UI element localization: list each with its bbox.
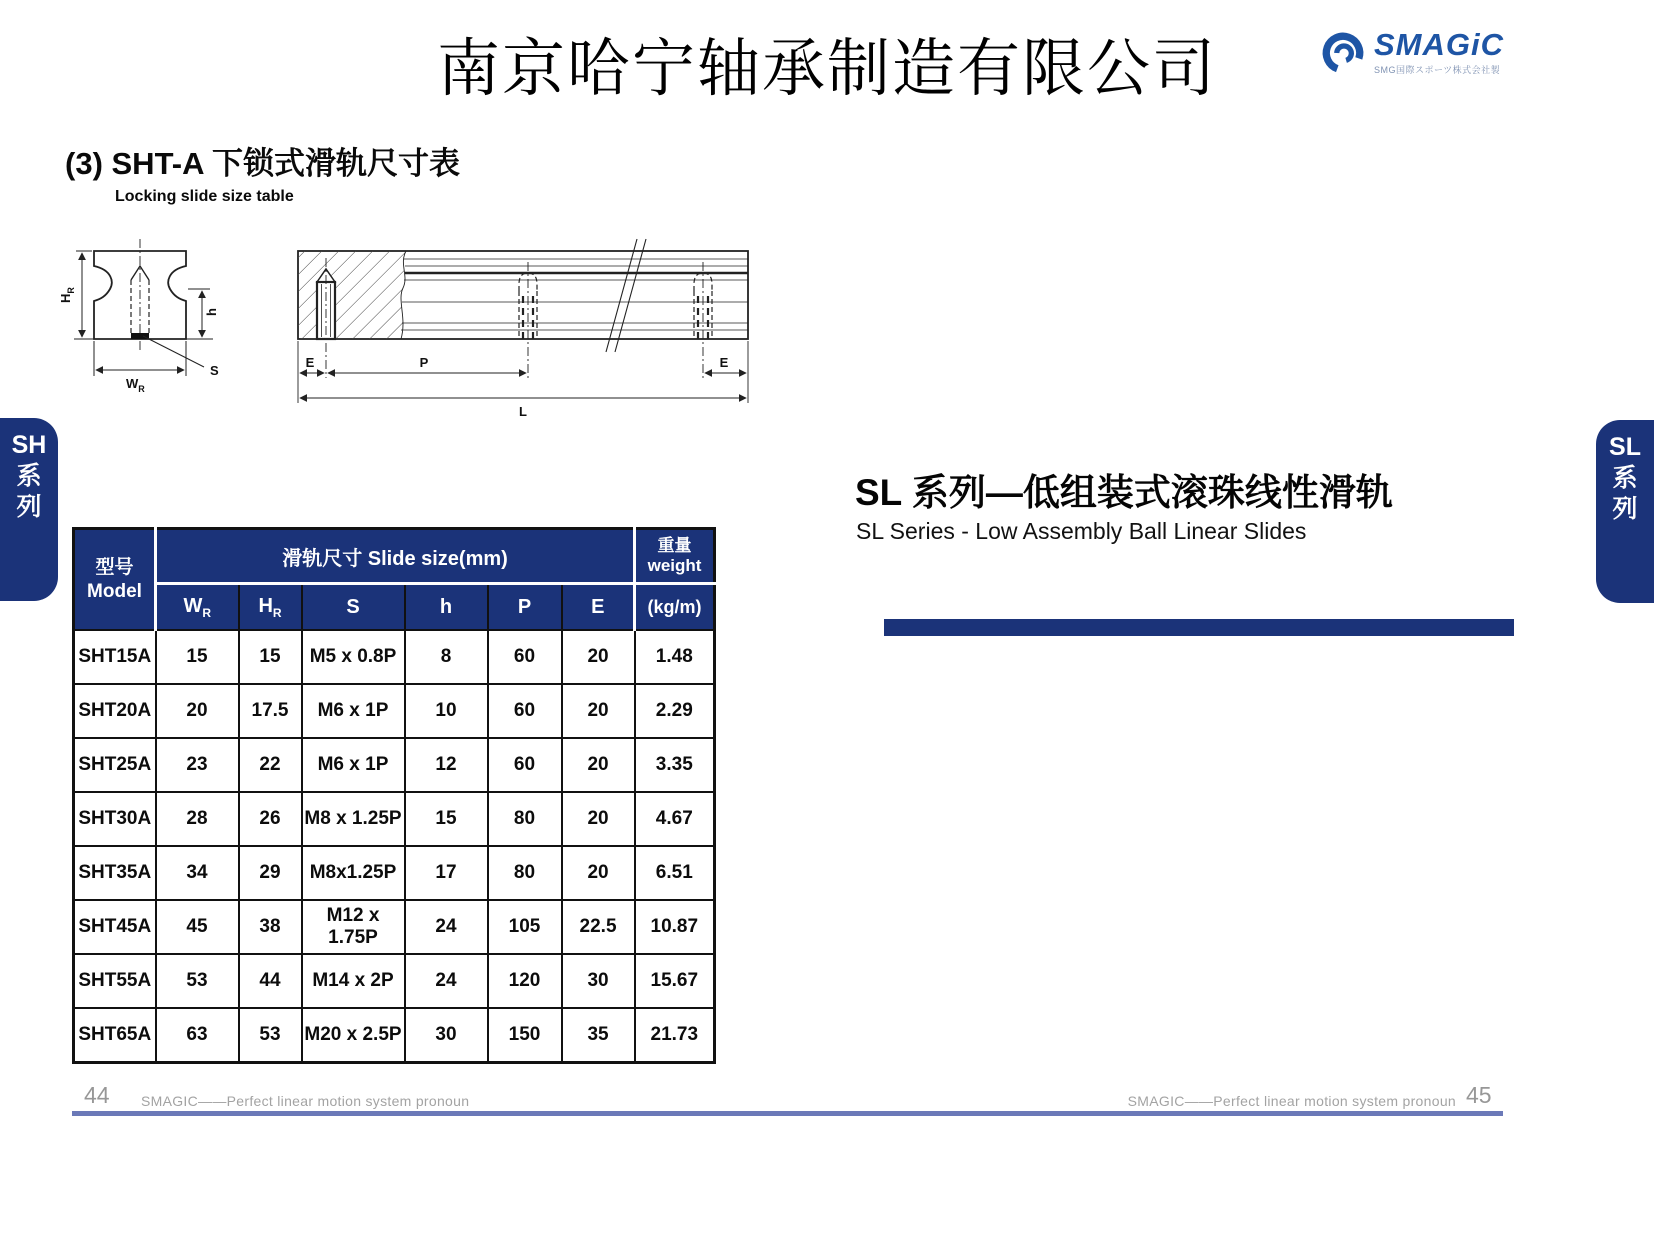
cell-h: 24 bbox=[405, 954, 488, 1008]
tab-sl-label: SL bbox=[1609, 433, 1641, 461]
cell-weight: 10.87 bbox=[635, 900, 715, 954]
cell-wr: 53 bbox=[156, 954, 239, 1008]
slide-size-table bbox=[72, 527, 716, 1064]
cell-model: SHT35A bbox=[74, 846, 156, 900]
header-kg-m: (kg/m) bbox=[635, 584, 715, 631]
cell-weight: 1.48 bbox=[635, 630, 715, 684]
cell-s: M5 x 0.8P bbox=[302, 630, 405, 684]
sl-series-title-zh: SL 系列—低组装式滚珠线性滑轨 bbox=[855, 472, 1393, 513]
table-header-row-1 bbox=[74, 529, 715, 584]
table-row bbox=[74, 792, 715, 846]
dim-label-e-left: E bbox=[305, 355, 315, 370]
cell-wr: 28 bbox=[156, 792, 239, 846]
page-number-right: 45 bbox=[1466, 1082, 1492, 1108]
logo-tagline: SMG国際スポーツ株式会社製 bbox=[1374, 65, 1501, 75]
cell-h: 10 bbox=[405, 684, 488, 738]
rail-technical-drawing bbox=[58, 226, 758, 421]
table-row bbox=[74, 684, 715, 738]
cell-e: 35 bbox=[562, 1008, 635, 1063]
cell-model: SHT20A bbox=[74, 684, 156, 738]
page-number-left: 44 bbox=[84, 1082, 110, 1108]
cell-h: 8 bbox=[405, 630, 488, 684]
cell-model: SHT15A bbox=[74, 630, 156, 684]
cell-model: SHT55A bbox=[74, 954, 156, 1008]
cell-p: 60 bbox=[488, 738, 562, 792]
cell-s: M8 x 1.25P bbox=[302, 792, 405, 846]
cell-s: M8x1.25P bbox=[302, 846, 405, 900]
cell-weight: 6.51 bbox=[635, 846, 715, 900]
tab-sh-label: SH bbox=[11, 431, 47, 459]
cell-model: SHT45A bbox=[74, 900, 156, 954]
cell-wr: 63 bbox=[156, 1008, 239, 1063]
cell-hr: 38 bbox=[239, 900, 302, 954]
cell-hr: 22 bbox=[239, 738, 302, 792]
footer-slogan-left: SMAGIC——Perfect linear motion system pronoun bbox=[141, 1093, 470, 1109]
cell-p: 80 bbox=[488, 846, 562, 900]
cell-hr: 26 bbox=[239, 792, 302, 846]
cell-e: 20 bbox=[562, 684, 635, 738]
header-e: E bbox=[562, 584, 635, 631]
sl-series-divider-bar bbox=[884, 619, 1514, 636]
cell-p: 150 bbox=[488, 1008, 562, 1063]
cell-s: M6 x 1P bbox=[302, 684, 405, 738]
footer-divider-line bbox=[72, 1111, 1503, 1116]
cell-wr: 34 bbox=[156, 846, 239, 900]
cell-hr: 15 bbox=[239, 630, 302, 684]
table-row bbox=[74, 630, 715, 684]
sidebar-tab-sl-series[interactable]: SL 系 列 bbox=[1596, 420, 1654, 603]
cell-p: 60 bbox=[488, 630, 562, 684]
cell-wr: 20 bbox=[156, 684, 239, 738]
smagic-logo bbox=[1320, 27, 1504, 76]
cell-weight: 3.35 bbox=[635, 738, 715, 792]
cell-wr: 15 bbox=[156, 630, 239, 684]
cell-s: M20 x 2.5P bbox=[302, 1008, 405, 1063]
cell-hr: 17.5 bbox=[239, 684, 302, 738]
cell-e: 20 bbox=[562, 792, 635, 846]
cell-p: 60 bbox=[488, 684, 562, 738]
dim-label-wr: $W_R$ bbox=[126, 376, 145, 394]
header-weight: 重量 weight bbox=[635, 529, 715, 584]
cell-e: 30 bbox=[562, 954, 635, 1008]
dim-label-h: h bbox=[204, 308, 219, 316]
cell-wr: 45 bbox=[156, 900, 239, 954]
sidebar-tab-sh-series[interactable]: SH 系 列 bbox=[0, 418, 58, 601]
dim-label-s: S bbox=[210, 363, 219, 378]
cell-p: 80 bbox=[488, 792, 562, 846]
sl-series-title-en: SL Series - Low Assembly Ball Linear Slides bbox=[856, 518, 1307, 544]
footer-slogan-right: SMAGIC——Perfect linear motion system pronoun bbox=[1127, 1093, 1456, 1109]
cell-hr: 53 bbox=[239, 1008, 302, 1063]
cell-h: 17 bbox=[405, 846, 488, 900]
header-model: 型号 Model bbox=[74, 529, 156, 631]
section-subheading: Locking slide size table bbox=[115, 188, 294, 205]
cell-weight: 4.67 bbox=[635, 792, 715, 846]
header-wr: $W_R$ bbox=[156, 584, 239, 631]
cell-weight: 2.29 bbox=[635, 684, 715, 738]
table-row bbox=[74, 738, 715, 792]
header-s: S bbox=[302, 584, 405, 631]
header-h: h bbox=[405, 584, 488, 631]
cell-h: 12 bbox=[405, 738, 488, 792]
cell-model: SHT30A bbox=[74, 792, 156, 846]
cell-wr: 23 bbox=[156, 738, 239, 792]
cell-p: 120 bbox=[488, 954, 562, 1008]
dim-label-e-right: E bbox=[719, 355, 729, 370]
cell-model: SHT25A bbox=[74, 738, 156, 792]
cell-s: M12 x 1.75P bbox=[302, 900, 405, 954]
cell-h: 15 bbox=[405, 792, 488, 846]
table-row bbox=[74, 954, 715, 1008]
cell-weight: 21.73 bbox=[635, 1008, 715, 1063]
dim-label-p: P bbox=[419, 355, 429, 370]
cell-e: 20 bbox=[562, 846, 635, 900]
table-row bbox=[74, 1008, 715, 1063]
cell-weight: 15.67 bbox=[635, 954, 715, 1008]
cell-s: M14 x 2P bbox=[302, 954, 405, 1008]
header-slide-size-group: 滑轨尺寸 Slide size(mm) bbox=[156, 529, 635, 584]
cell-p: 105 bbox=[488, 900, 562, 954]
cell-h: 30 bbox=[405, 1008, 488, 1063]
table-row bbox=[74, 900, 715, 954]
dim-label-l: L bbox=[519, 404, 527, 419]
section-heading: (3) SHT-A 下锁式滑轨尺寸表 bbox=[65, 146, 460, 181]
cell-e: 22.5 bbox=[562, 900, 635, 954]
cell-e: 20 bbox=[562, 738, 635, 792]
smagic-logo-icon bbox=[1320, 30, 1366, 76]
cell-hr: 44 bbox=[239, 954, 302, 1008]
dim-label-hr: $H_R$ bbox=[58, 287, 76, 303]
company-title: 南京哈宁轴承制造有限公司 bbox=[437, 34, 1217, 104]
table-row bbox=[74, 846, 715, 900]
cell-model: SHT65A bbox=[74, 1008, 156, 1063]
header-p: P bbox=[488, 584, 562, 631]
header-hr: $H_R$ bbox=[239, 584, 302, 631]
cell-e: 20 bbox=[562, 630, 635, 684]
cell-h: 24 bbox=[405, 900, 488, 954]
cell-s: M6 x 1P bbox=[302, 738, 405, 792]
cell-hr: 29 bbox=[239, 846, 302, 900]
logo-brand-text: SMAGiC bbox=[1374, 27, 1504, 62]
table-header-row-2 bbox=[74, 584, 715, 631]
